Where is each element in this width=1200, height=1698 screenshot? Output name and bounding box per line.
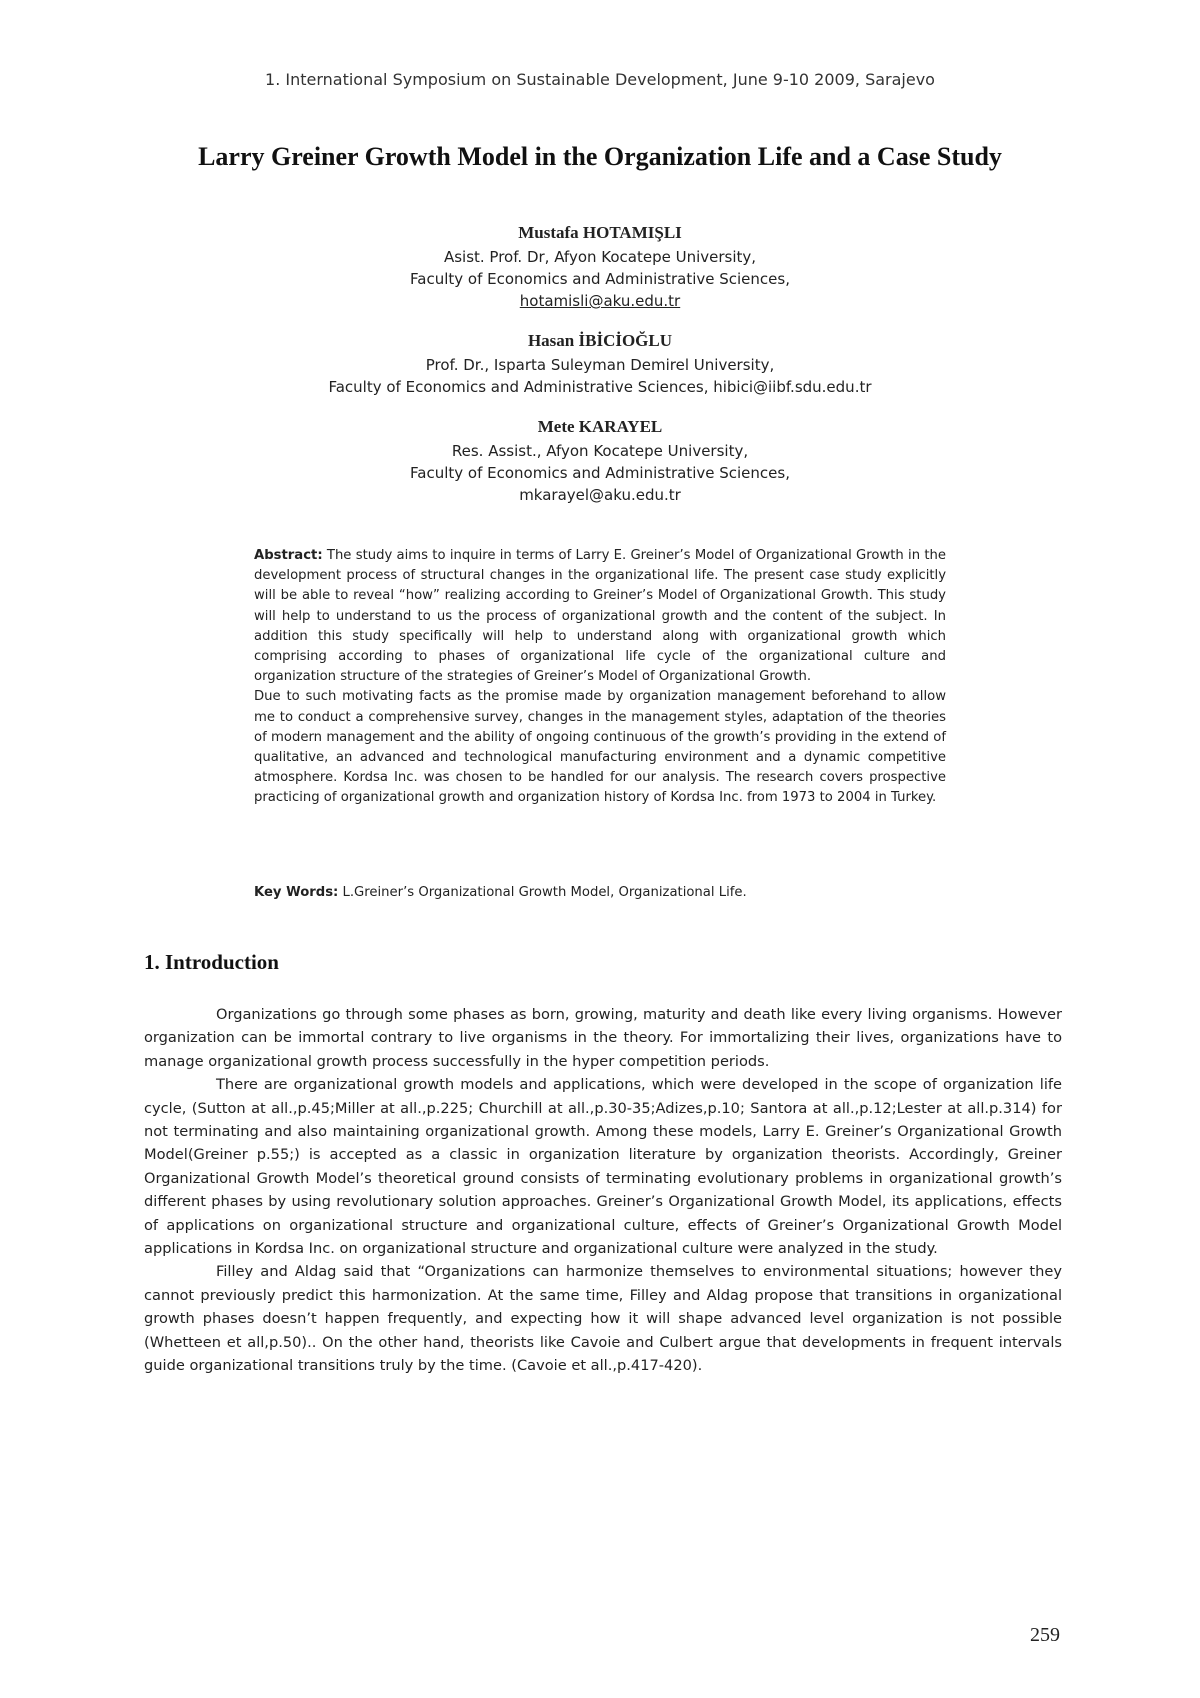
keywords (254, 885, 954, 900)
author-1 (0, 222, 1200, 312)
running-header: 1. International Symposium on Sustainable Development, June 9-10 2009, Sarajevo (265, 70, 935, 89)
paper-title: Larry Greiner Growth Model in the Organization Life and a Case Study (198, 142, 1002, 171)
body-paragraph: Filley and Aldag said that “Organizations can harmonize themselves to environmental situations; however they cannot previously predict this harmonization. At the same time, Filley and Aldag propose that transitions in organizational growth phases doesn’t happen frequently, and expecting how it will shape advanced level organization is not possible (Whetteen et all,p.50).. On the other hand, theorists like Cavoie and Culbert argue that developments in frequent intervals guide organizational transitions truly by the time. (Cavoie et all.,p.417-420). (144, 1263, 1062, 1375)
body-paragraph: There are organizational growth models and applications, which were developed in the scope of organization life cycle, (Sutton at all.,p.45;Miller at all.,p.225; Churchill at all.,p.30-35;Adizes,p.10; Santora at all.,p.12;Lester at all.p.314) for not terminating and also maintaining organizational growth. Among these models, Larry E. Greiner’s Organizational Growth Model(Greiner p.55;) is accepted as a classic in organization literature by organization theorists. Accordingly, Greiner Organizational Growth Model’s theoretical ground consists of terminating evolutionary problems in organizational growth’s different phases by using revolutionary solution approaches. Greiner’s Organizational Growth Model, its applications, effects of applications on organizational structure and organizational culture, effects of Greiner’s Organizational Growth Model applications in Kordsa Inc. on organizational structure and organizational culture were analyzed in the study. (144, 1076, 1062, 1258)
author-faculty: Faculty of Economics and Administrative Sciences, hibici@iibf.sdu.edu.tr (328, 378, 872, 396)
author-name: Hasan İBİCİOĞLU (527, 331, 673, 350)
abstract (254, 546, 946, 809)
introduction-body (144, 1003, 1062, 1378)
author-name: Mete KARAYEL (537, 417, 663, 436)
author-email-link[interactable]: hotamisli@aku.edu.tr (519, 292, 681, 310)
author-email: mkarayel@aku.edu.tr (519, 486, 681, 504)
author-faculty: Faculty of Economics and Administrative Sciences, (410, 270, 790, 288)
abstract-text: The study aims to inquire in terms of Larry E. Greiner’s Model of Organizational Growth in the development process of structural changes in the organizational life. The present case study explicitly will be able to reveal “how” realizing according to Greiner’s Model of Organizational Growth. This study will help to understand to us the process of organizational growth and the content of the subject. In addition this study specifically will help to understand along with organizational growth which comprising according to phases of organizational life cycle of the organizational culture and organization structure of the strategies of Greiner’s Model of Organizational Growth. (254, 548, 946, 685)
author-3 (0, 416, 1200, 506)
body-paragraph: Organizations go through some phases as born, growing, maturity and death like every living organisms. However organization can be immortal contrary to live organisms in the theory. For immortalizing their lives, organizations have to manage organizational growth process successfully in the hyper competition periods. (144, 1006, 1062, 1070)
abstract-paragraph-2: Due to such motivating facts as the promise made by organization management beforehand to allow me to conduct a comprehensive survey, changes in the management styles, adaptation of the theories of modern management and the ability of ongoing continuous of the growth’s providing in the extend of qualitative, an advanced and technological manufacturing environment and a dynamic competitive atmosphere. Kordsa Inc. was chosen to be handled for our analysis. The research covers prospective practicing of organizational growth and organization history of Kordsa Inc. from 1973 to 2004 in Turkey. (254, 689, 946, 806)
author-affiliation: Prof. Dr., Isparta Suleyman Demirel University, (425, 356, 775, 374)
author-faculty: Faculty of Economics and Administrative Sciences, (410, 464, 790, 482)
keywords-text: L.Greiner’s Organizational Growth Model, Organizational Life. (338, 885, 747, 900)
keywords-label: Key Words: (254, 885, 339, 900)
author-name: Mustafa HOTAMIŞLI (518, 223, 682, 242)
abstract-label: Abstract: (254, 548, 323, 563)
abstract-paragraph (254, 546, 946, 687)
author-2 (0, 330, 1200, 398)
page-number: 259 (1030, 1624, 1060, 1646)
author-affiliation: Asist. Prof. Dr, Afyon Kocatepe University, (443, 248, 757, 266)
author-affiliation: Res. Assist., Afyon Kocatepe University, (451, 442, 749, 460)
section-heading-introduction: 1. Introduction (144, 950, 279, 974)
author-block (0, 222, 1200, 524)
